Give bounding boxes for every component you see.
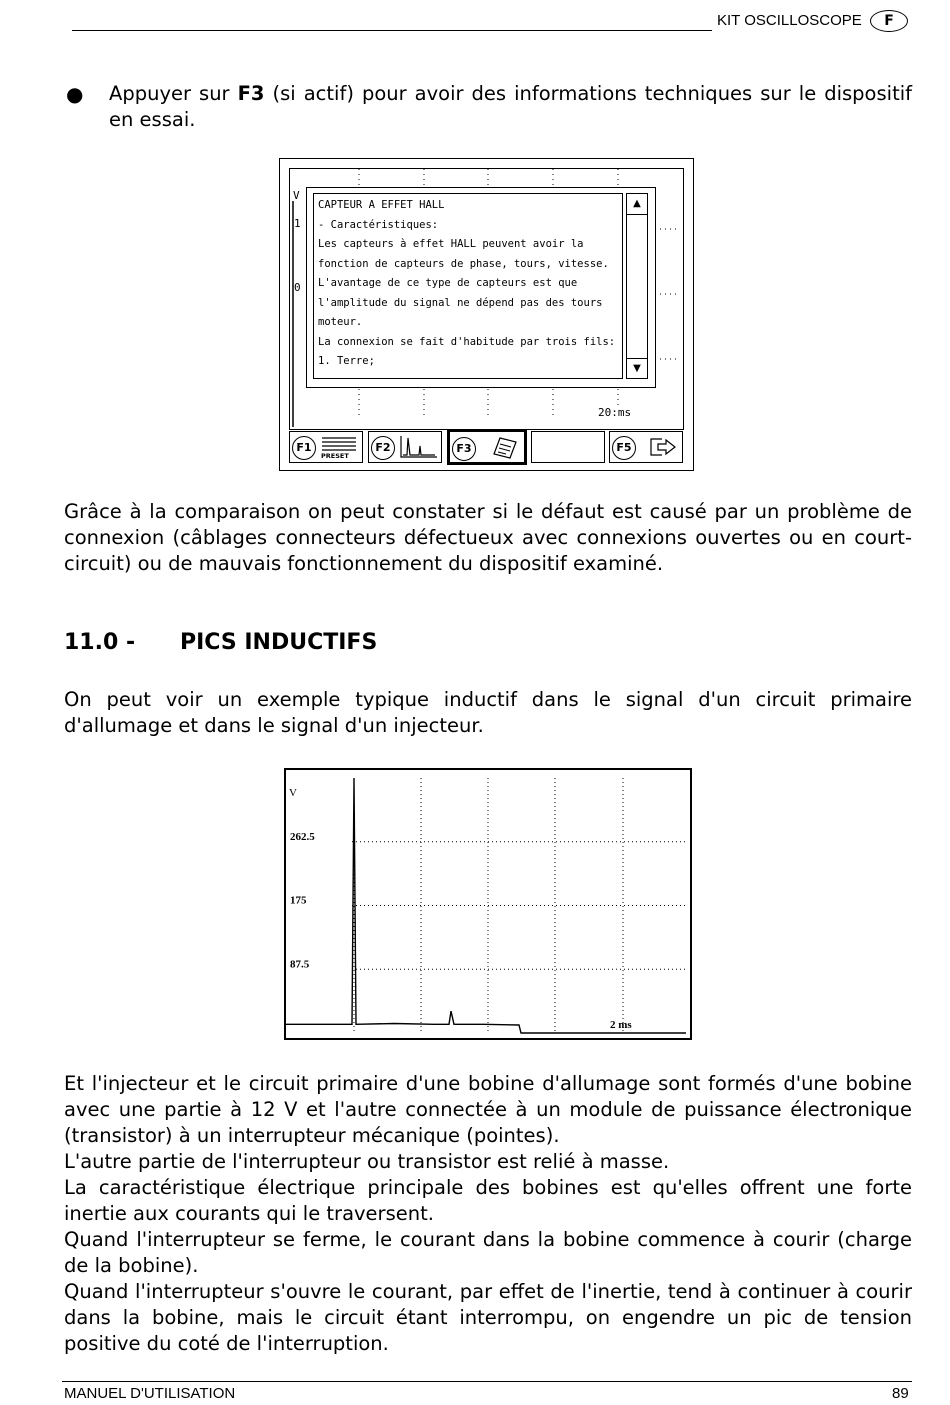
info-window <box>306 187 656 388</box>
exit-icon <box>648 436 678 458</box>
bullet-icon: ● <box>66 82 84 106</box>
info-line: moteur. <box>318 316 363 328</box>
chart-ytick-label: 262.5 <box>290 830 315 843</box>
bullet-text-pre: Appuyer sur <box>109 82 238 105</box>
info-line: Les capteurs à effet HALL peuvent avoir la <box>318 238 584 250</box>
oscilloscope-screen <box>279 158 694 471</box>
header-title: KIT OSCILLOSCOPE <box>717 12 862 29</box>
f3-info-button[interactable] <box>447 429 527 465</box>
info-line: CAPTEUR A EFFET HALL <box>318 199 445 211</box>
f3-label: F3 <box>452 437 476 461</box>
paragraph-line: La caractéristique électrique principale des bobines est qu'elles offrent une forte inertie aux courants qui le traversent. <box>64 1176 912 1225</box>
scroll-up-icon[interactable]: ▲ <box>627 194 647 215</box>
info-line: 1. Terre; <box>318 355 375 367</box>
inductive-spike-chart <box>284 768 692 1040</box>
paragraph-intro: On peut voir un exemple typique inductif dans le signal d'un circuit primaire d'allumage et dans le signal d'un injecteur. <box>64 688 912 737</box>
axis-1-label: 1 <box>294 217 301 230</box>
bullet-text <box>109 81 912 133</box>
f1-preset-button[interactable] <box>289 431 363 463</box>
section-title: PICS INDUCTIFS <box>180 630 378 655</box>
footer-rule <box>62 1381 912 1382</box>
paragraph-line: Quand l'interrupteur se ferme, le courant dans la bobine commence à courir (charge de la bobine). <box>64 1228 912 1277</box>
language-badge: F <box>870 10 908 32</box>
axis-0-label: 0 <box>294 281 301 294</box>
notes-icon <box>492 436 520 460</box>
f4-empty-button[interactable] <box>531 431 605 463</box>
info-text-box[interactable] <box>313 193 623 379</box>
info-line: l'amplitude du signal ne dépend pas des tours <box>318 296 603 309</box>
list-icon <box>320 435 358 453</box>
f5-label: F5 <box>612 436 636 460</box>
chart-ytick-label: 175 <box>290 894 307 907</box>
f5-exit-button[interactable] <box>609 431 683 463</box>
paragraph-comparison: Grâce à la comparaison on peut constater si le défaut est causé par un problème de connexion (câblages connecteurs défectueux avec connexions ouvertes ou en court-circuit) ou de mauvais fonctionnement du dispositif examiné. <box>64 500 912 575</box>
paragraph-line: Quand l'interrupteur s'ouvre le courant, par effet de l'inertie, tend à continuer à courir dans la bobine, mais le circuit étant interrompu, on engendre un pic de tension positive du coté de l'interruption. <box>64 1280 912 1355</box>
bullet-key: F3 <box>237 82 265 105</box>
time-division-label: 20:ms <box>598 406 632 419</box>
paragraph-bobine <box>64 1071 912 1357</box>
chart-time-division: 2 ms <box>610 1019 632 1031</box>
chart-ytick-label: 87.5 <box>290 958 310 971</box>
scroll-down-icon[interactable]: ▼ <box>627 358 647 379</box>
header-rule <box>72 30 712 31</box>
chart-ylabel: V <box>289 787 297 799</box>
preset-caption: PRESET <box>321 452 349 460</box>
f2-label: F2 <box>371 436 395 460</box>
info-line: - Caractéristiques: <box>318 218 439 231</box>
info-text <box>318 196 622 372</box>
section-number: 11.0 - <box>64 630 136 655</box>
axis-v-label: V <box>293 189 300 202</box>
info-line: La connexion se fait d'habitude par trois fils: <box>318 335 616 348</box>
scrollbar[interactable] <box>626 193 648 379</box>
paragraph-line: L'autre partie de l'interrupteur ou transistor est relié à masse. <box>64 1150 670 1173</box>
footer-manual-title: MANUEL D'UTILISATION <box>64 1385 236 1402</box>
f1-label: F1 <box>292 436 316 460</box>
paragraph-line: Et l'injecteur et le circuit primaire d'une bobine d'allumage sont formés d'une bobine avec une partie à 12 V et l'autre connectée à un module de puissance électronique (transistor) à un interrupteur mécanique (pointes). <box>64 1072 912 1147</box>
info-line: fonction de capteurs de phase, tours, vitesse. <box>318 257 609 270</box>
f2-waveform-button[interactable] <box>368 431 442 463</box>
bullet-text-post: (si actif) pour avoir des informations techniques sur le dispositif en essai. <box>109 82 912 131</box>
page-number: 89 <box>892 1385 909 1402</box>
waveform-icon <box>399 434 439 460</box>
info-line: L'avantage de ce type de capteurs est que <box>318 277 578 289</box>
